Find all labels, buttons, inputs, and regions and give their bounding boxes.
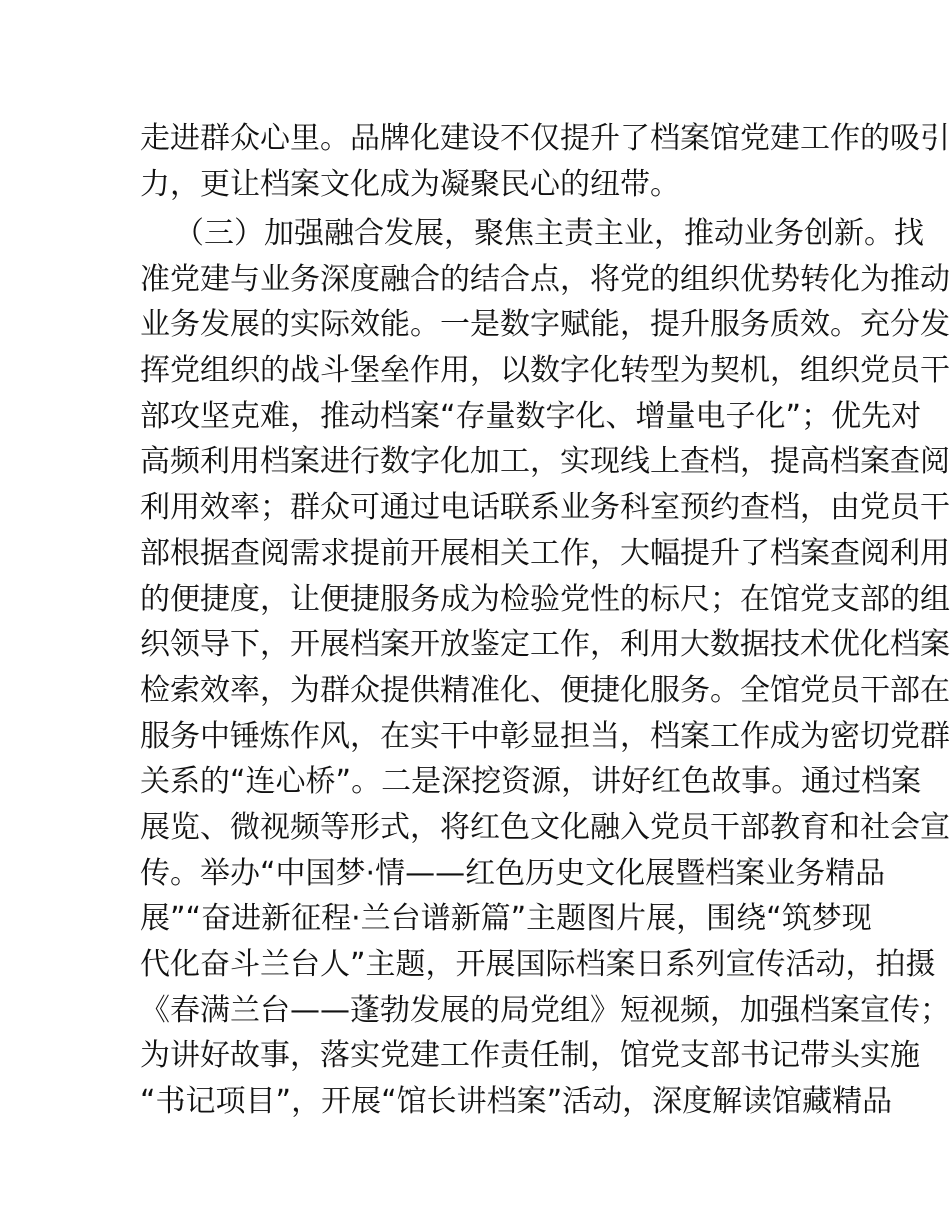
paragraph-1-line-1: 走进群众心里。品牌化建设不仅提升了档案馆党建工作的吸引 [140,121,950,156]
paragraph-2-line-7: 利用效率；群众可通过电话联系业务科室预约查档，由党员干 [140,490,950,525]
paragraph-2-line-1: （三）加强融合发展，聚焦主责主业，推动业务创新。找 [174,216,924,251]
paragraph-2-line-15: 传。举办“中国梦·情——红色历史文化展暨档案业务精品 [140,856,886,891]
paragraph-2-line-14: 展览、微视频等形式，将红色文化融入党员干部教育和社会宣 [140,810,950,845]
paragraph-2-line-8: 部根据查阅需求提前开展相关工作，大幅提升了档案查阅利用 [140,536,950,571]
paragraph-2-line-19: 为讲好故事，落实党建工作责任制，馆党支部书记带头实施 [140,1038,920,1073]
paragraph-2-line-13: 关系的“连心桥”。二是深挖资源，讲好红色故事。通过档案 [140,764,922,799]
paragraph-2-line-16: 展”“奋进新征程·兰台谱新篇”主题图片展，围绕“筑梦现 [140,901,872,936]
paragraph-2-line-17: 代化奋斗兰台人”主题，开展国际档案日系列宣传活动，拍摄 [140,947,936,982]
paragraph-2-line-2: 准党建与业务深度融合的结合点，将党的组织优势转化为推动 [140,262,950,297]
paragraph-2-line-4: 挥党组织的战斗堡垒作用，以数字化转型为契机，组织党员干 [140,353,950,388]
paragraph-2-line-6: 高频利用档案进行数字化加工，实现线上查档，提高档案查阅 [140,444,950,479]
paragraph-2-line-3: 业务发展的实际效能。一是数字赋能，提升服务质效。充分发 [140,307,950,342]
paragraph-2-line-11: 检索效率，为群众提供精准化、便捷化服务。全馆党员干部在 [140,673,950,708]
paragraph-2-line-9: 的便捷度，让便捷服务成为检验党性的标尺；在馆党支部的组 [140,582,950,617]
paragraph-1-line-2: 力，更让档案文化成为凝聚民心的纽带。 [140,167,680,202]
paragraph-2-line-12: 服务中锤炼作风，在实干中彰显担当，档案工作成为密切党群 [140,719,950,754]
paragraph-2-line-5: 部攻坚克难，推动档案“存量数字化、增量电子化”；优先对 [140,399,922,434]
paragraph-2-line-18: 《春满兰台——蓬勃发展的局党组》短视频，加强档案宣传； [140,993,950,1028]
paragraph-2-line-20: “书记项目”，开展“馆长讲档案”活动，深度解读馆藏精品 [140,1084,893,1119]
paragraph-2-line-10: 织领导下，开展档案开放鉴定工作，利用大数据技术优化档案 [140,627,950,662]
